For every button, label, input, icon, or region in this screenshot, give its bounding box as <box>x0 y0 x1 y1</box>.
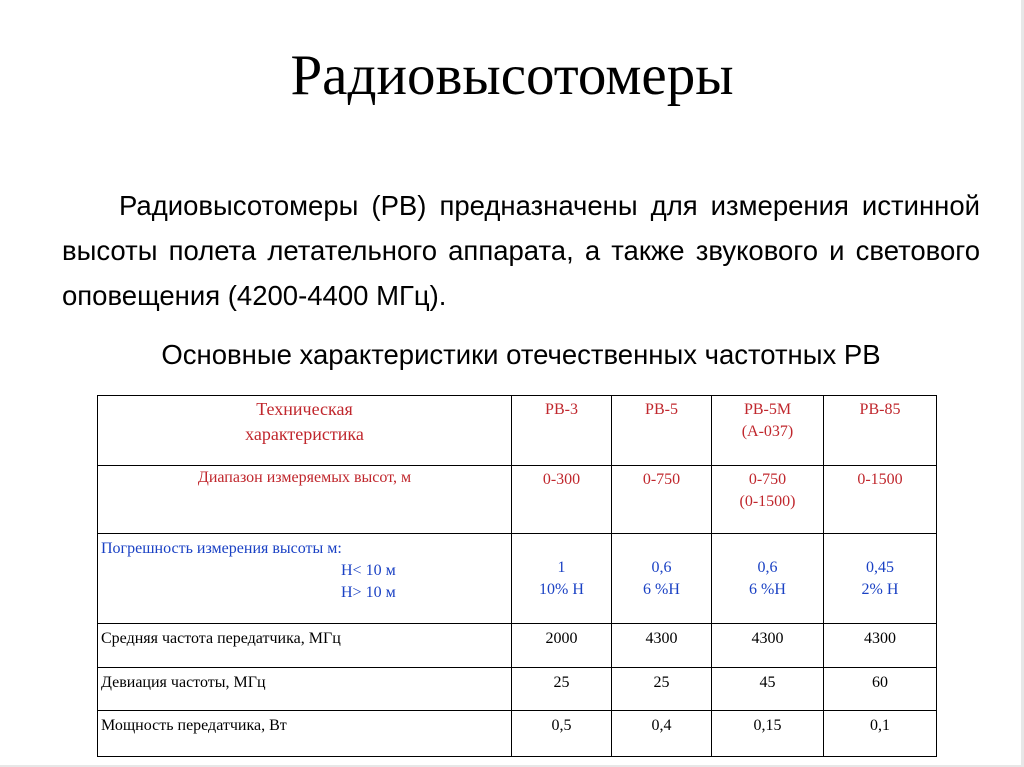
table-row-range <box>98 466 937 534</box>
table-cell <box>824 466 937 534</box>
table-header-row <box>98 396 937 466</box>
table-cell: 4300 <box>712 624 824 668</box>
table-cell: 4300 <box>612 624 712 668</box>
table-cell: 0,15 <box>712 711 824 757</box>
cell-value: 0-1500 <box>857 471 903 488</box>
model-name: РВ-3 <box>545 401 578 418</box>
header-label-line1: Техническая <box>256 399 353 419</box>
cell-value: 0-750 <box>748 471 787 488</box>
header-model-rv5 <box>612 396 712 466</box>
model-name: РВ-5 <box>645 401 678 418</box>
cell-value-high: 2% Н <box>861 581 899 598</box>
row-label: Средняя частота передатчика, МГц <box>98 624 512 668</box>
table-cell: 4300 <box>824 624 937 668</box>
model-name: РВ-85 <box>859 401 901 418</box>
table-cell: 0,5 <box>512 711 612 757</box>
table-cell: 25 <box>512 668 612 711</box>
table-cell <box>712 466 824 534</box>
header-model-rv85 <box>824 396 937 466</box>
header-characteristic-cell <box>98 396 512 466</box>
model-sub: (А-037) <box>741 423 794 440</box>
error-sub-high: H> 10 м <box>341 584 396 601</box>
intro-paragraph: Радиовысотомеры (РВ) предназначены для измерения истинной высоты полета летательного аппарата, а также звукового и светового оповещения (4200-4400 МГц). <box>62 190 980 311</box>
row-label: Девиация частоты, МГц <box>98 668 512 711</box>
table-row-error <box>98 534 937 624</box>
table-cell: 60 <box>824 668 937 711</box>
row-label: Мощность передатчика, Вт <box>98 711 512 757</box>
table-row-deviation <box>98 668 937 711</box>
slide-title: Радиовысотомеры <box>290 44 734 107</box>
cell-value-low: 0,6 <box>651 559 672 576</box>
cell-value-low: 1 <box>557 559 566 576</box>
cell-value-high: 6 %Н <box>643 581 680 598</box>
table-cell: 45 <box>712 668 824 711</box>
cell-value-low: 0,6 <box>757 559 778 576</box>
table-cell <box>612 466 712 534</box>
table-cell <box>712 534 824 624</box>
table-row-frequency <box>98 624 937 668</box>
table-caption: Основные характеристики отечественных частотных РВ <box>161 339 881 370</box>
error-sub-low: H< 10 м <box>341 562 396 579</box>
table-cell <box>612 534 712 624</box>
specs-table <box>97 395 937 757</box>
row-label <box>98 534 512 624</box>
table-cell <box>512 466 612 534</box>
table-cell: 2000 <box>512 624 612 668</box>
row-label: Диапазон измеряемых высот, м <box>98 466 512 534</box>
table-cell: 0,1 <box>824 711 937 757</box>
table-row-power <box>98 711 937 757</box>
table-cell: 0,4 <box>612 711 712 757</box>
cell-value-low: 0,45 <box>866 559 894 576</box>
header-model-rv3 <box>512 396 612 466</box>
cell-value-high: 6 %Н <box>749 581 786 598</box>
header-label-line2: характеристика <box>245 424 364 444</box>
table-cell: 25 <box>612 668 712 711</box>
model-name: РВ-5М <box>743 401 792 418</box>
table-cell <box>512 534 612 624</box>
cell-value-high: 10% Н <box>539 581 584 598</box>
cell-subvalue: (0-1500) <box>739 493 796 510</box>
error-label: Погрешность измерения высоты м: <box>101 540 342 557</box>
header-model-rv5m <box>712 396 824 466</box>
cell-value: 0-750 <box>642 471 681 488</box>
table-cell <box>824 534 937 624</box>
cell-value: 0-300 <box>542 471 581 488</box>
